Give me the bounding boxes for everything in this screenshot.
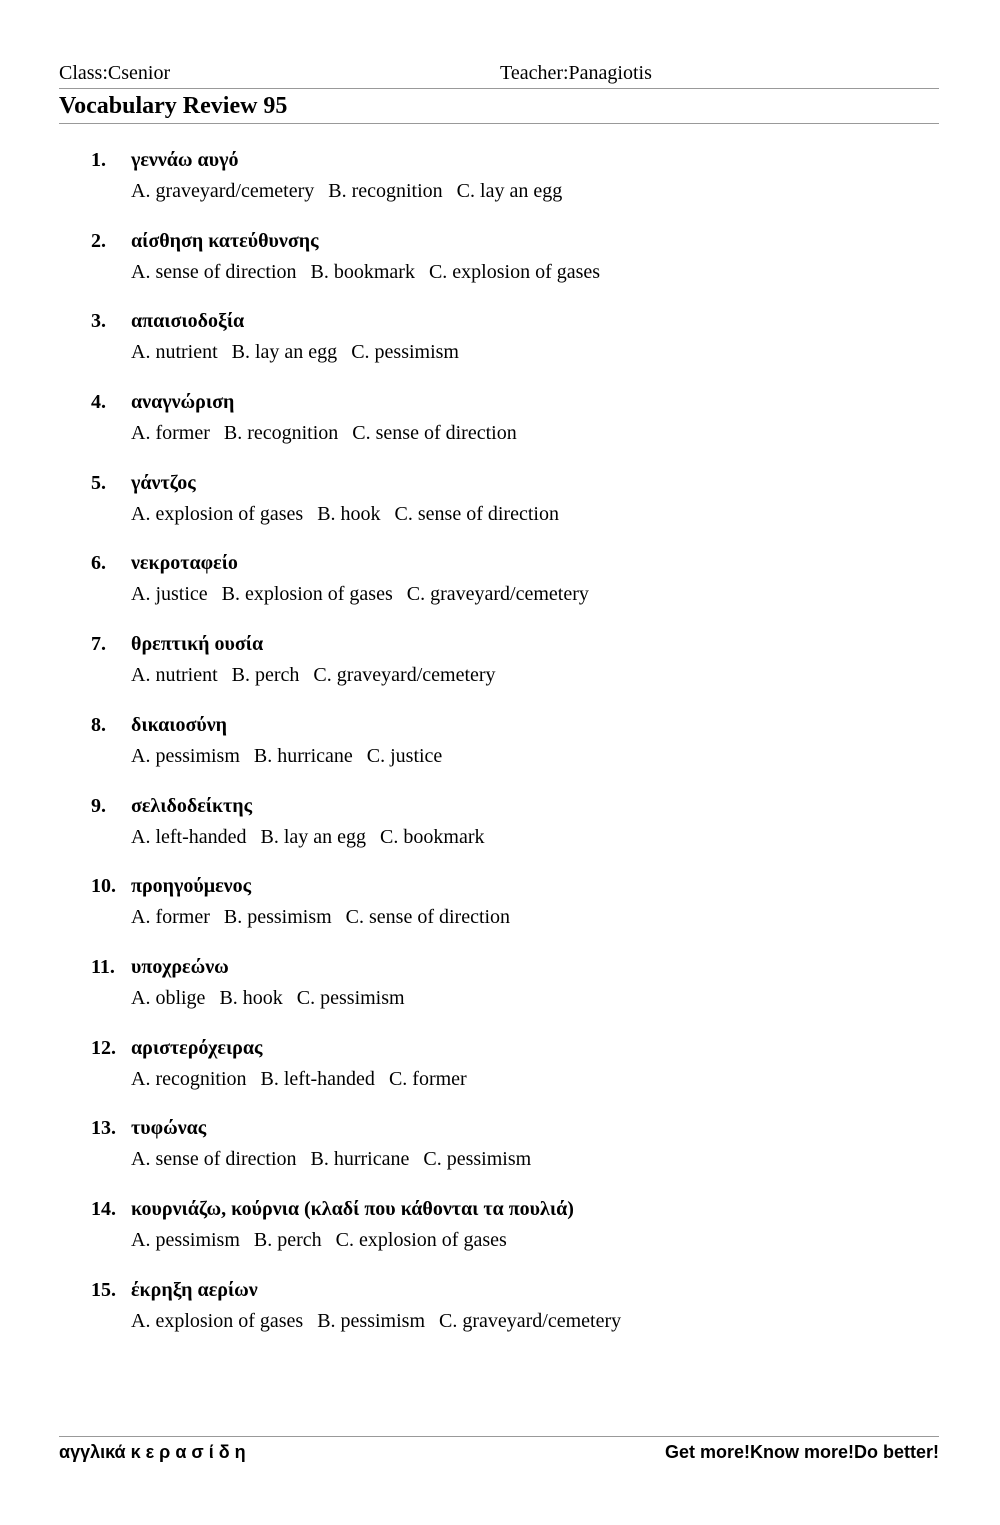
question-prompt: αίσθηση κατεύθυνσης <box>131 229 319 252</box>
question-number: 9. <box>91 794 106 817</box>
question-item <box>59 1198 939 1279</box>
question-prompt: προηγούμενος <box>131 875 252 898</box>
question-item <box>59 1037 939 1118</box>
answer-option-c[interactable]: C. pessimism <box>351 341 459 364</box>
header-row <box>59 62 939 89</box>
page-title: Vocabulary Review 95 <box>59 93 939 124</box>
answer-option-c[interactable]: C. sense of direction <box>345 906 511 929</box>
answer-options <box>131 664 510 687</box>
answer-option-b[interactable]: B. hook <box>219 986 283 1009</box>
answer-option-c[interactable]: C. lay an egg <box>456 180 563 202</box>
question-item <box>59 1279 939 1360</box>
answer-option-a[interactable]: A. oblige <box>131 986 206 1009</box>
answer-option-c[interactable]: C. sense of direction <box>352 422 517 445</box>
question-prompt: σελιδοδείκτης <box>131 794 253 817</box>
answer-option-a[interactable]: A. nutrient <box>131 341 218 364</box>
answer-options <box>131 1148 545 1171</box>
question-number: 4. <box>91 391 106 414</box>
question-prompt: γάντζος <box>131 471 196 494</box>
answer-option-b[interactable]: B. hurricane <box>310 1148 410 1171</box>
question-prompt: δικαιοσύνη <box>131 713 228 736</box>
answer-option-b[interactable]: B. recognition <box>328 180 443 202</box>
question-prompt: γεννάω αυγό <box>131 149 239 171</box>
footer-brand: αγγλικά κ ε ρ α σ ί δ η <box>59 1442 246 1462</box>
answer-options <box>131 341 473 364</box>
question-prompt: θρεπτική ουσία <box>131 633 264 656</box>
answer-option-c[interactable]: C. justice <box>366 744 443 767</box>
answer-options <box>131 745 456 768</box>
question-list <box>59 149 939 1359</box>
answer-option-a[interactable]: A. justice <box>131 583 208 606</box>
question-item <box>59 1117 939 1198</box>
answer-options <box>131 1068 481 1091</box>
question-item <box>59 552 939 633</box>
answer-options <box>131 987 419 1010</box>
answer-options <box>131 583 603 606</box>
answer-option-a[interactable]: A. pessimism <box>131 744 240 767</box>
question-item <box>59 230 939 311</box>
question-prompt: υποχρεώνω <box>131 955 229 978</box>
answer-option-a[interactable]: A. former <box>131 906 210 929</box>
answer-option-b[interactable]: B. hurricane <box>253 744 353 767</box>
answer-option-c[interactable]: C. sense of direction <box>394 502 559 525</box>
question-number: 6. <box>91 552 106 575</box>
answer-options <box>131 422 531 445</box>
answer-option-c[interactable]: C. explosion of gases <box>428 260 601 283</box>
answer-option-b[interactable]: B. lay an egg <box>231 341 338 364</box>
answer-option-a[interactable]: A. sense of direction <box>131 260 297 283</box>
question-number: 1. <box>91 149 106 171</box>
answer-option-a[interactable]: A. explosion of gases <box>131 502 304 525</box>
question-item <box>59 149 939 230</box>
question-item <box>59 310 939 391</box>
answer-options <box>131 906 524 929</box>
answer-options <box>131 261 614 284</box>
answer-option-b[interactable]: B. recognition <box>223 422 339 445</box>
answer-option-c[interactable]: C. graveyard/cemetery <box>439 1309 622 1332</box>
answer-option-a[interactable]: A. graveyard/cemetery <box>131 180 315 202</box>
answer-option-b[interactable]: B. pessimism <box>317 1309 425 1332</box>
question-prompt: αριστερόχειρας <box>131 1036 263 1059</box>
question-item <box>59 472 939 553</box>
answer-option-b[interactable]: B. bookmark <box>310 260 415 283</box>
class-label: Class:Csenior <box>59 62 171 84</box>
answer-option-b[interactable]: B. hook <box>317 502 381 525</box>
answer-option-a[interactable]: A. recognition <box>131 1067 247 1090</box>
answer-option-b[interactable]: B. explosion of gases <box>221 583 393 606</box>
footer-slogan: Get more!Know more!Do better! <box>664 1442 939 1462</box>
teacher-label: Teacher:Panagiotis <box>500 62 652 84</box>
answer-option-c[interactable]: C. graveyard/cemetery <box>406 583 589 606</box>
question-number: 15. <box>91 1278 116 1301</box>
question-prompt: κουρνιάζω, κούρνια (κλαδί που κάθονται τα πουλιά) <box>131 1197 574 1220</box>
answer-option-c[interactable]: C. pessimism <box>423 1148 532 1171</box>
worksheet-page <box>59 0 939 1525</box>
question-prompt: νεκροταφείο <box>131 552 238 575</box>
answer-options <box>131 180 576 203</box>
question-prompt: απαισιοδοξία <box>131 310 245 333</box>
answer-option-a[interactable]: A. left-handed <box>131 825 247 848</box>
question-prompt: έκρηξη αερίων <box>131 1278 258 1301</box>
answer-option-b[interactable]: B. left-handed <box>260 1067 375 1090</box>
answer-option-a[interactable]: A. explosion of gases <box>131 1309 304 1332</box>
answer-option-a[interactable]: A. pessimism <box>131 1228 240 1251</box>
question-prompt: αναγνώριση <box>131 391 235 414</box>
answer-option-a[interactable]: A. sense of direction <box>131 1148 297 1171</box>
question-number: 10. <box>91 875 116 898</box>
question-item <box>59 391 939 472</box>
answer-options <box>131 826 498 849</box>
answer-option-c[interactable]: C. bookmark <box>380 825 485 848</box>
question-item <box>59 956 939 1037</box>
question-number: 14. <box>91 1197 116 1220</box>
answer-option-b[interactable]: B. lay an egg <box>260 825 367 848</box>
question-number: 2. <box>91 229 106 252</box>
answer-option-b[interactable]: B. pessimism <box>223 906 332 929</box>
question-number: 5. <box>91 471 106 494</box>
question-item <box>59 714 939 795</box>
answer-option-b[interactable]: B. perch <box>253 1228 322 1251</box>
question-number: 8. <box>91 713 106 736</box>
question-item <box>59 795 939 876</box>
answer-options <box>131 1229 521 1252</box>
answer-option-c[interactable]: C. explosion of gases <box>335 1228 507 1251</box>
answer-option-c[interactable]: C. pessimism <box>296 986 405 1009</box>
question-number: 13. <box>91 1117 116 1140</box>
answer-option-b[interactable]: B. perch <box>231 664 300 687</box>
answer-options <box>131 503 573 526</box>
question-number: 3. <box>91 310 106 333</box>
question-item <box>59 875 939 956</box>
question-prompt: τυφώνας <box>131 1117 207 1140</box>
question-number: 12. <box>91 1036 116 1059</box>
footer-divider <box>59 1436 939 1437</box>
question-number: 7. <box>91 633 106 656</box>
answer-option-a[interactable]: A. nutrient <box>131 664 218 687</box>
question-number: 11. <box>91 955 115 978</box>
answer-option-c[interactable]: C. former <box>388 1067 467 1090</box>
answer-option-a[interactable]: A. former <box>131 422 210 445</box>
question-item <box>59 633 939 714</box>
answer-option-c[interactable]: C. graveyard/cemetery <box>313 664 496 687</box>
answer-options <box>131 1310 635 1333</box>
